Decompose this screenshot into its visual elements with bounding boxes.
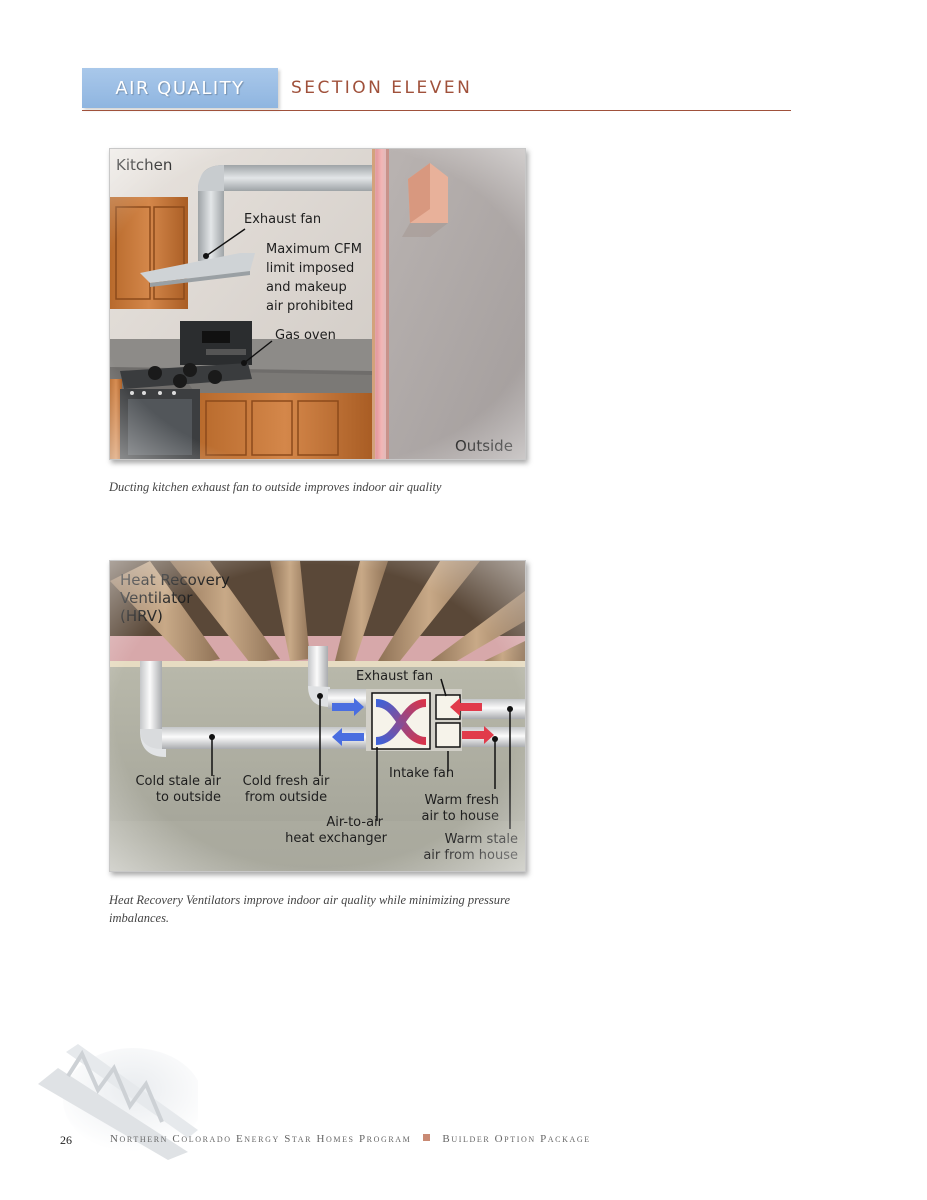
header-divider bbox=[82, 110, 791, 111]
footer-text bbox=[110, 1133, 591, 1145]
figure-1-caption: Ducting kitchen exhaust fan to outside improves indoor air quality bbox=[109, 480, 442, 494]
section-tab-label: AIR QUALITY bbox=[115, 77, 245, 99]
footer-separator-icon bbox=[423, 1134, 430, 1141]
figure-2-caption: Heat Recovery Ventilators improve indoor air quality while minimizing pressure imbalances. bbox=[109, 893, 510, 925]
kitchen-illustration bbox=[109, 148, 526, 460]
footer-package: Builder Option Package bbox=[442, 1133, 591, 1145]
hrv-illustration bbox=[109, 560, 526, 872]
page-number: 26 bbox=[60, 1133, 72, 1147]
section-tab bbox=[82, 68, 278, 108]
section-title: SECTION ELEVEN bbox=[291, 78, 473, 98]
footer-program: Northern Colorado Energy Star Homes Program bbox=[110, 1133, 412, 1145]
